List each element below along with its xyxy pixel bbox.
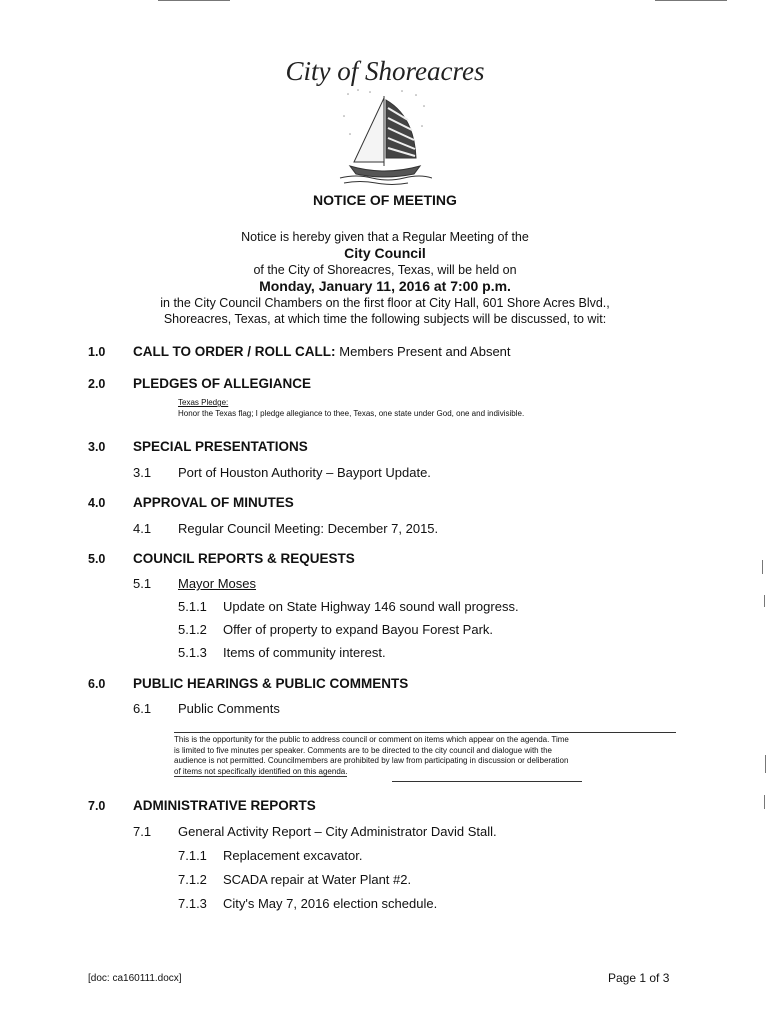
subitem-number: 7.1.3 <box>178 896 207 911</box>
scan-mark <box>764 795 765 809</box>
scan-mark <box>765 755 766 773</box>
subitem-number: 7.1.1 <box>178 848 207 863</box>
intro-line: Notice is hereby given that a Regular Meeting of the <box>241 230 529 244</box>
item-text: Port of Houston Authority – Bayport Update. <box>178 465 431 480</box>
item-text: General Activity Report – City Administrator David Stall. <box>178 824 497 839</box>
section-heading <box>133 344 511 359</box>
section-number: 5.0 <box>88 552 106 566</box>
subitem-text: Items of community interest. <box>223 645 386 660</box>
subitem-text: Offer of property to expand Bayou Forest Park. <box>223 622 494 637</box>
subitem-number: 5.1.2 <box>178 622 207 637</box>
pledge-block <box>178 398 618 419</box>
section-number: 4.0 <box>88 496 106 510</box>
subitem-number: 7.1.2 <box>178 872 207 887</box>
document-reference: [doc: ca160111.docx] <box>88 973 182 984</box>
scan-mark <box>762 560 763 574</box>
section-title: APPROVAL OF MINUTES <box>133 495 294 510</box>
meeting-body-name: City Council <box>344 245 426 261</box>
subitem-text: Update on State Highway 146 sound wall progress. <box>223 599 519 614</box>
note-line: This is the opportunity for the public to address council or comment on items which appear on the agenda. Time <box>174 735 569 744</box>
section-number: 2.0 <box>88 377 106 391</box>
item-number: 4.1 <box>133 521 152 536</box>
subitem-number: 5.1.1 <box>178 599 207 614</box>
meeting-datetime: Monday, January 11, 2016 at 7:00 p.m. <box>259 278 511 294</box>
item-number: 3.1 <box>133 465 152 480</box>
subitem-text: Replacement excavator. <box>223 848 363 863</box>
item-number: 6.1 <box>133 701 152 716</box>
pledge-title: Texas Pledge: <box>178 398 229 407</box>
public-comment-note <box>174 732 676 777</box>
note-line: of items not specifically identified on this agenda. <box>174 766 348 776</box>
item-text: Regular Council Meeting: December 7, 2015. <box>178 521 439 536</box>
notice-heading: NOTICE OF MEETING <box>313 192 457 208</box>
section-title: COUNCIL REPORTS & REQUESTS <box>133 551 355 566</box>
page-number: Page 1 of 3 <box>608 971 670 985</box>
scan-mark <box>764 595 765 607</box>
scan-mark <box>158 0 230 1</box>
section-number: 3.0 <box>88 440 106 454</box>
page-title: City of Shoreacres <box>285 56 485 86</box>
item-text: Public Comments <box>178 701 280 716</box>
sailboat-logo-icon <box>336 86 432 188</box>
intro-line: in the City Council Chambers on the first floor at City Hall, 601 Shore Acres Blvd., <box>160 296 610 310</box>
scan-mark <box>655 0 727 1</box>
pledge-text: Honor the Texas flag; I pledge allegiance to thee, Texas, one state under God, one and indivisible. <box>178 408 525 418</box>
note-line: is limited to five minutes per speaker. Comments are to be directed to the city council and dialogue with the <box>174 745 552 755</box>
subitem-text: SCADA repair at Water Plant #2. <box>223 872 412 887</box>
section-number: 7.0 <box>88 799 106 813</box>
section-number: 6.0 <box>88 677 106 691</box>
section-detail: Members Present and Absent <box>339 344 511 359</box>
section-title: CALL TO ORDER / ROLL CALL: <box>133 344 336 359</box>
intro-line: Shoreacres, Texas, at which time the following subjects will be discussed, to wit: <box>163 312 607 326</box>
item-number: 7.1 <box>133 824 152 839</box>
intro-line: of the City of Shoreacres, Texas, will be held on <box>253 263 517 277</box>
section-title: ADMINISTRATIVE REPORTS <box>133 798 316 813</box>
item-number: 5.1 <box>133 576 152 591</box>
divider <box>392 781 582 782</box>
section-title: SPECIAL PRESENTATIONS <box>133 439 308 454</box>
item-text: Mayor Moses <box>178 576 257 591</box>
section-title: PUBLIC HEARINGS & PUBLIC COMMENTS <box>133 676 409 691</box>
subitem-text: City's May 7, 2016 election schedule. <box>223 896 438 911</box>
note-line: audience is not permitted. Councilmembers are prohibited by law from participating in discussion or deliberation <box>174 756 569 765</box>
section-number: 1.0 <box>88 345 106 359</box>
subitem-number: 5.1.3 <box>178 645 207 660</box>
section-title: PLEDGES OF ALLEGIANCE <box>133 376 312 391</box>
